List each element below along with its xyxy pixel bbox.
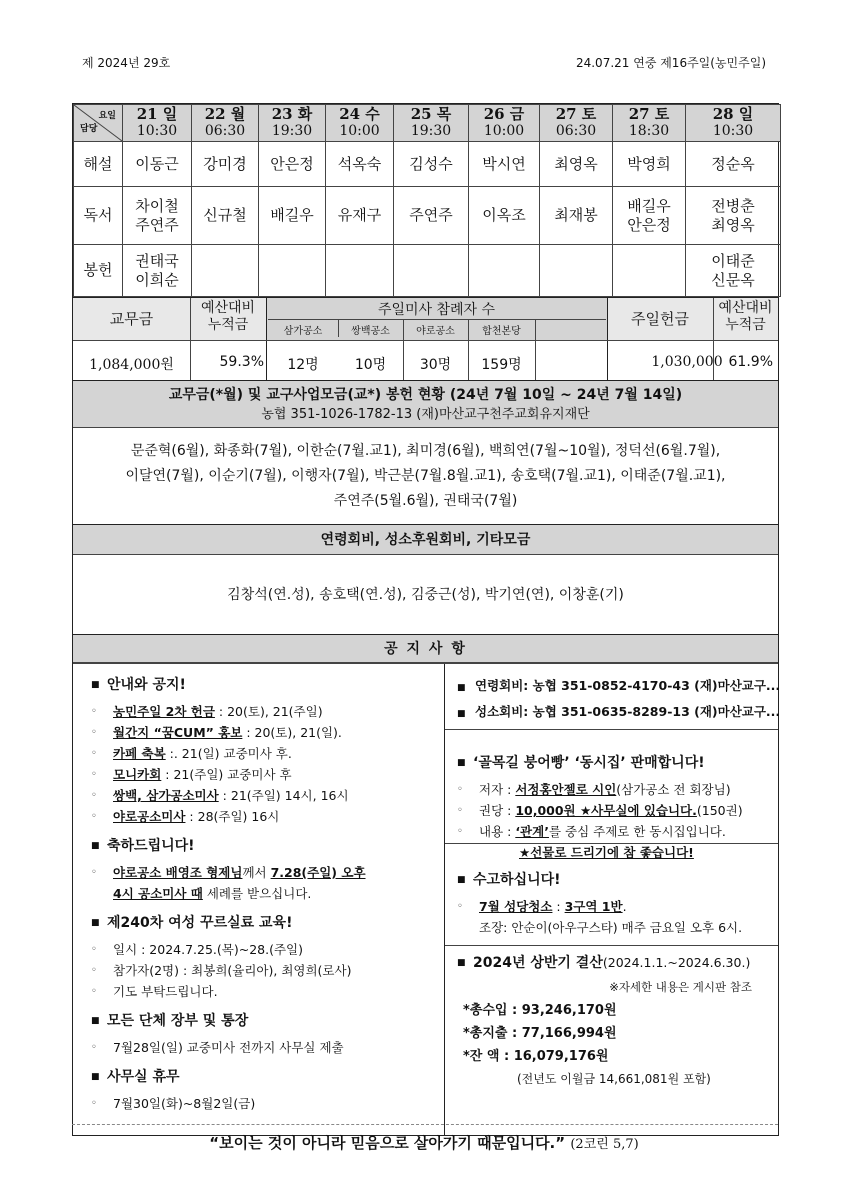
- finance-summary: [73, 297, 778, 380]
- day-header: 27 토 18:30: [613, 105, 686, 142]
- scripture-verse: [0, 1132, 848, 1153]
- book-price: ◦ 권당 : 10,000원 ★사무실에 있습니다.(150권): [457, 803, 743, 818]
- settlement-expense: *총지출 : 77,166,994원: [463, 1026, 617, 1041]
- notice-item: ◦ 7월30일(화)~8월2일(금): [91, 1096, 256, 1111]
- page-header: [82, 54, 766, 74]
- verse-text: “보이는 것이 아니라 믿음으로 살아가기 때문입니다.”: [209, 1134, 566, 1152]
- row-label: 봉헌: [74, 245, 123, 297]
- schedule-cell: 이옥조: [469, 187, 540, 245]
- day-header: 27 토 06:30: [540, 105, 613, 142]
- day-header: 22 월 06:30: [192, 105, 259, 142]
- account-box: [445, 664, 781, 730]
- book-gift-note: ★선물로 드리기에 참 좋습니다!: [519, 845, 694, 860]
- notice-cursillo-title: ■ 제240차 여성 꾸르실료 교육!: [91, 915, 293, 931]
- cleaning-title: ■ 수고하십니다!: [457, 872, 561, 888]
- offering-value: 1,030,000: [651, 354, 723, 370]
- row-label: 독서: [74, 187, 123, 245]
- notice-guide-title: ■ 안내와 공지!: [91, 677, 186, 693]
- notice-board: [73, 663, 781, 1135]
- liturgy-schedule-table: [73, 104, 781, 297]
- issue-number: 제 2024년 29호: [82, 56, 171, 70]
- dues-account: 농협 351-1026-1782-13 (재)마산교구천주교회유지재단: [261, 407, 590, 422]
- budget-value: 59.3%: [219, 354, 264, 370]
- attendance-head-yaro: 야로공소: [416, 326, 455, 337]
- schedule-cell: 최영옥: [540, 142, 613, 187]
- schedule-cell-empty: [259, 245, 326, 297]
- notice-item: ◦ 야로공소미사 : 28(주일) 16시: [91, 809, 280, 824]
- schedule-row-offertory: [74, 245, 781, 297]
- schedule-row-reading: [74, 187, 781, 245]
- attendance-value-yaro: 30명: [419, 357, 452, 373]
- account-yeonryeong: ■ 연령회비: 농협 351-0852-4170-43 (재)마산교구...: [457, 678, 781, 693]
- schedule-cell: 차이철 주연주: [123, 187, 192, 245]
- dues-list: [73, 428, 778, 524]
- dues-line: 이달연(7월), 이순기(7월), 이행자(7월), 박근분(7월.8월.교1), 송호택(7월.교1), 이태준(7월.교1),: [125, 468, 726, 484]
- day-header: 21 일 10:30: [123, 105, 192, 142]
- schedule-cell-empty: [469, 245, 540, 297]
- other-section-title: 연령회비, 성소후원회비, 기타모금: [73, 524, 778, 555]
- attendance-head-ssangbaek: 쌍백공소: [351, 326, 390, 337]
- verse-reference: (2코린 5,7): [570, 1137, 639, 1152]
- day-header: 28 일 10:30: [686, 105, 781, 142]
- dues-line: 주연주(5월.6월), 권태국(7월): [333, 493, 518, 509]
- budget-label: 예산대비 누적금: [200, 300, 256, 333]
- schedule-cell: 주연주: [394, 187, 469, 245]
- notice-item: ◦ 기도 부탁드립니다.: [91, 984, 218, 999]
- schedule-row-commentary: [74, 142, 781, 187]
- day-header: 26 금 10:00: [469, 105, 540, 142]
- notice-item: ◦ 월간지 “꿈CUM” 홍보 : 20(토), 21(일).: [91, 725, 342, 740]
- schedule-cell: 정순옥: [686, 142, 781, 187]
- corner-weekday-label: 요일: [98, 111, 116, 121]
- corner-duty-label: 담당: [80, 124, 98, 134]
- footer-divider: [72, 1124, 778, 1125]
- cleaning-item: ◦ 7월 성당청소 : 3구역 1반.: [457, 899, 627, 914]
- notice-ledger-title: ■ 모든 단체 장부 및 통장: [91, 1013, 249, 1029]
- schedule-cell: 이태준 신문옥: [686, 245, 781, 297]
- day-header: 25 목 19:30: [394, 105, 469, 142]
- schedule-cell: 배길우 안은정: [613, 187, 686, 245]
- notice-right-column: [445, 664, 781, 1135]
- book-sale-title: ■ ‘골목길 붕어빵’ ‘동시집’ 판매합니다!: [457, 755, 705, 771]
- schedule-cell: 신규철: [192, 187, 259, 245]
- schedule-cell: 박시연: [469, 142, 540, 187]
- settlement-note: ※자세한 내용은 게시판 참조: [609, 980, 752, 994]
- notice-item: ◦ 농민주일 2차 헌금 : 20(토), 21(주일): [91, 704, 323, 719]
- day-header: 24 수 10:00: [326, 105, 394, 142]
- attendance-value-hapcheon: 159명: [481, 357, 522, 373]
- schedule-cell: 전병춘 최영옥: [686, 187, 781, 245]
- attendance-value-ssangbaek: 10명: [354, 357, 387, 373]
- notice-item: 4시 공소미사 때 세례를 받으십니다.: [113, 886, 312, 901]
- kyomugeum-value: 1,084,000원: [89, 357, 174, 373]
- notice-left-column: [73, 664, 445, 1135]
- schedule-cell: 최재봉: [540, 187, 613, 245]
- row-label: 해설: [74, 142, 123, 187]
- schedule-header-row: [74, 105, 781, 142]
- attendance-head-samga: 삼가공소: [283, 326, 323, 337]
- day-header: 23 화 19:30: [259, 105, 326, 142]
- notice-item: ◦ 일시 : 2024.7.25.(목)~28.(주일): [91, 942, 303, 957]
- schedule-cell: 권태국 이희순: [123, 245, 192, 297]
- notice-item: ◦ 7월28일(일) 교중미사 전까지 사무실 제출: [91, 1040, 344, 1055]
- notice-section-title: 공 지 사 항: [73, 634, 778, 663]
- schedule-cell: 강미경: [192, 142, 259, 187]
- schedule-cell-empty: [613, 245, 686, 297]
- attendance-head-hapcheon: 합천본당: [482, 326, 521, 337]
- schedule-cell: 이동근: [123, 142, 192, 187]
- attendance-value-samga: 12명: [287, 357, 319, 373]
- notice-item: ◦ 야로공소 배영조 형제님께서 7.28(주일) 오후: [91, 865, 366, 880]
- account-seongso: ■ 성소회비: 농협 351-0635-8289-13 (재)마산교구...: [457, 704, 781, 719]
- dues-section-title: [73, 380, 778, 428]
- notice-office-title: ■ 사무실 휴무: [91, 1069, 180, 1085]
- schedule-cell-empty: [192, 245, 259, 297]
- schedule-cell: 안은정: [259, 142, 326, 187]
- settlement-income: *총수입 : 93,246,170원: [463, 1003, 617, 1018]
- schedule-cell-empty: [540, 245, 613, 297]
- schedule-cell-empty: [326, 245, 394, 297]
- notice-item: ◦ 참가자(2명) : 최봉희(율리아), 최영희(로사): [91, 963, 352, 978]
- schedule-cell: 배길우: [259, 187, 326, 245]
- notice-item: ◦ 카페 축복 :. 21(일) 교중미사 후.: [91, 746, 292, 761]
- settlement-box: [445, 946, 778, 1136]
- attendance-title: 주일미사 참례자 수: [377, 302, 496, 318]
- schedule-corner-cell: [74, 105, 123, 142]
- schedule-cell-empty: [394, 245, 469, 297]
- dues-title: 교무금(*월) 및 교구사업모금(교*) 봉헌 현황 (24년 7월 10일 ~ 24년 7월 14일): [168, 387, 683, 403]
- schedule-cell: 유재구: [326, 187, 394, 245]
- book-sale-box: [445, 730, 778, 860]
- notice-item: ◦ 쌍백, 삼가공소미사 : 21(주일) 14시, 16시: [91, 788, 349, 803]
- budget2-label: 예산대비 누적금: [718, 300, 773, 333]
- book-content: ◦ 내용 : ‘관계’를 중심 주제로 한 동시집입니다.: [457, 824, 726, 839]
- notice-item: ◦ 모니카회 : 21(주일) 교중미사 후: [91, 767, 292, 782]
- schedule-cell: 석옥숙: [326, 142, 394, 187]
- settlement-carryover: (전년도 이월금 14,661,081원 포함): [517, 1072, 711, 1086]
- offering-label: 주일헌금: [631, 310, 689, 328]
- dues-line: 문준혁(6월), 화종화(7월), 이한순(7월.교1), 최미경(6월), 백희연(7월~10월), 정덕선(6월.7월),: [130, 443, 721, 459]
- bulletin-frame: [72, 103, 779, 1136]
- settlement-balance: *잔 액 : 16,079,176원: [463, 1049, 609, 1064]
- notice-congrats-title: ■ 축하드립니다!: [91, 838, 195, 854]
- bulletin-date: 24.07.21 연중 제16주일(농민주일): [575, 56, 766, 70]
- schedule-cell: 김성수: [394, 142, 469, 187]
- kyomugeum-label: 교무금: [109, 310, 154, 328]
- book-author: ◦ 저자 : 서정홍안젤로 시인(삼가공소 전 회장님): [457, 782, 731, 797]
- other-donors: 김창석(연.성), 송호택(연.성), 김중근(성), 박기연(연), 이창훈(기): [227, 587, 624, 603]
- schedule-cell: 박영희: [613, 142, 686, 187]
- budget2-value: 61.9%: [728, 354, 773, 370]
- cleaning-box: [445, 869, 778, 946]
- cleaning-leader: 조장: 안순이(아우구스타) 매주 금요일 오후 6시.: [479, 920, 743, 935]
- settlement-title: ■ 2024년 상반기 결산(2024.1.1.~2024.6.30.): [457, 955, 751, 971]
